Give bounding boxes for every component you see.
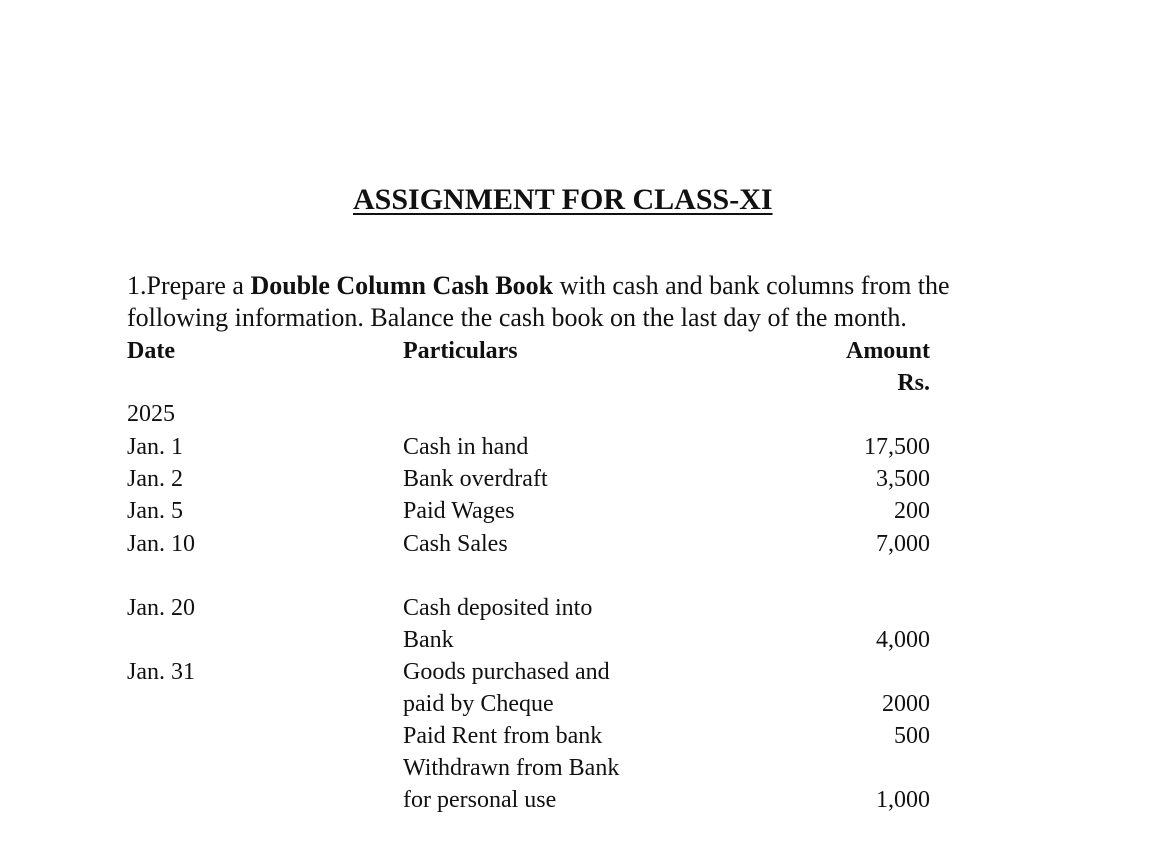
row-amount: 1,000 [876, 787, 930, 813]
row-amount: 500 [894, 723, 930, 749]
question-text [127, 270, 1027, 334]
header-particulars: Particulars [403, 338, 518, 364]
row-amount: 3,500 [876, 466, 930, 492]
row-date: Jan. 10 [127, 531, 195, 557]
header-date: Date [127, 338, 175, 364]
row-amount: 4,000 [876, 627, 930, 653]
row-date: Jan. 5 [127, 498, 183, 524]
year-label: 2025 [127, 401, 175, 427]
question-bold-term: Double Column Cash Book [250, 271, 554, 300]
row-amount: 2000 [882, 691, 930, 717]
row-particulars: Cash Sales [403, 531, 508, 557]
row-particulars: Goods purchased and [403, 659, 610, 685]
page-title: ASSIGNMENT FOR CLASS-XI [353, 183, 773, 216]
row-particulars: Paid Wages [403, 498, 515, 524]
row-date: Jan. 20 [127, 595, 195, 621]
row-particulars: Bank overdraft [403, 466, 548, 492]
row-amount: 17,500 [864, 434, 930, 460]
row-date: Jan. 1 [127, 434, 183, 460]
header-amount: Amount [845, 338, 930, 364]
row-particulars-cont: for personal use [403, 787, 557, 813]
row-particulars: Paid Rent from bank [403, 723, 603, 749]
row-particulars-cont: paid by Cheque [403, 691, 554, 717]
question-number: 1. [127, 271, 147, 300]
row-date: Jan. 31 [127, 659, 195, 685]
question-text-after: with cash and bank columns from the following information. Balance the cash book on the last day of the month. [127, 271, 950, 332]
question-text-before: Prepare a [146, 271, 251, 300]
row-particulars: Cash deposited into [403, 595, 593, 621]
row-amount: 7,000 [876, 531, 930, 557]
row-particulars: Cash in hand [403, 434, 529, 460]
row-particulars: Withdrawn from Bank [403, 755, 620, 781]
row-date: Jan. 2 [127, 466, 183, 492]
row-particulars-cont: Bank [403, 627, 454, 653]
header-amount-unit: Rs. [897, 370, 930, 396]
row-amount: 200 [894, 498, 930, 524]
